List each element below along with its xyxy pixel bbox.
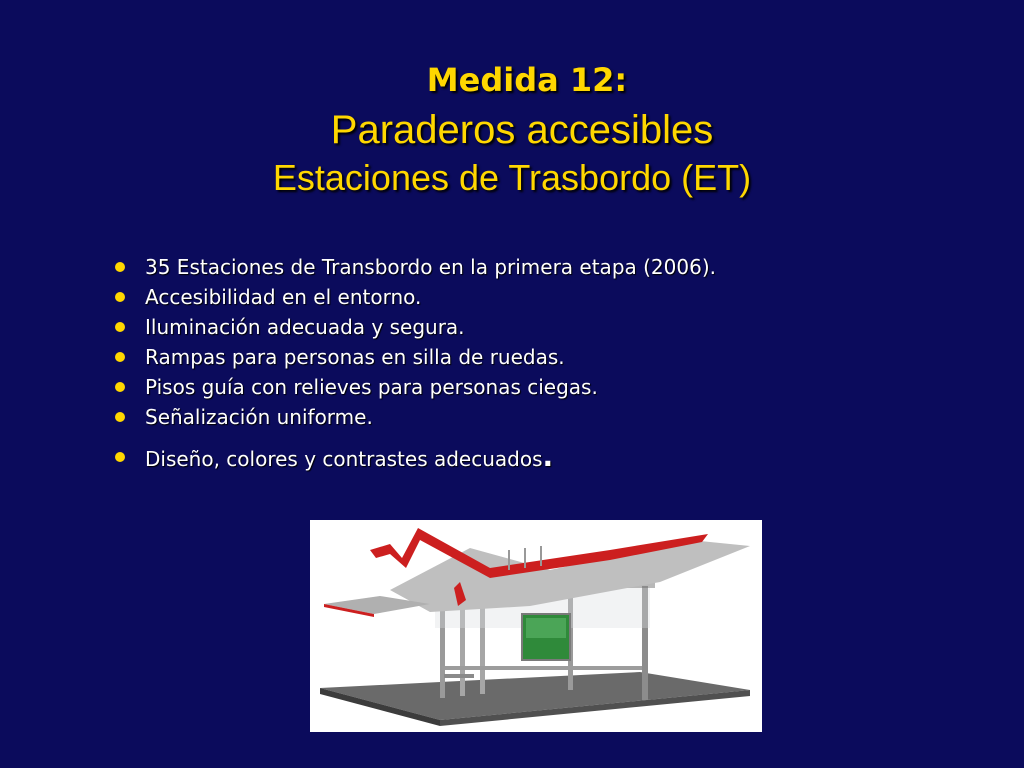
list-item bbox=[110, 282, 716, 312]
bullet-text: Pisos guía con relieves para personas ciegas. bbox=[145, 375, 598, 399]
bullet-icon bbox=[115, 262, 125, 272]
bullet-icon bbox=[115, 292, 125, 302]
roof-rod bbox=[540, 546, 542, 566]
title-block bbox=[0, 56, 1024, 200]
bullet-text: Diseño, colores y contrastes adecuados bbox=[145, 447, 543, 471]
bus-stop-illustration bbox=[310, 520, 762, 732]
list-item bbox=[110, 312, 716, 342]
roof-rod bbox=[524, 548, 526, 568]
list-item bbox=[110, 342, 716, 372]
bullet-text: Accesibilidad en el entorno. bbox=[145, 285, 422, 309]
list-item bbox=[110, 252, 716, 282]
info-sign-highlight bbox=[526, 618, 566, 638]
bench-back bbox=[442, 666, 642, 670]
bullet-text: Iluminación adecuada y segura. bbox=[145, 315, 465, 339]
bullet-text: Señalización uniforme. bbox=[145, 405, 373, 429]
bullet-icon bbox=[115, 322, 125, 332]
bullet-icon bbox=[115, 352, 125, 362]
roof-rod bbox=[508, 550, 510, 570]
slide-title: Paraderos accesibles bbox=[330, 108, 714, 152]
list-item bbox=[110, 372, 716, 402]
bullet-icon bbox=[115, 452, 125, 462]
slide-subtitle: Estaciones de Trasbordo (ET) bbox=[272, 157, 752, 198]
bullet-text: Rampas para personas en silla de ruedas. bbox=[145, 345, 565, 369]
bullet-text: 35 Estaciones de Transbordo en la primera etapa (2006). bbox=[145, 255, 716, 279]
bullet-icon bbox=[115, 412, 125, 422]
slide-title-measure: Medida 12: bbox=[426, 61, 628, 99]
bullet-icon bbox=[115, 382, 125, 392]
bullet-list bbox=[110, 252, 716, 474]
bus-stop-render bbox=[310, 520, 762, 732]
list-item bbox=[110, 442, 716, 474]
bench-seat bbox=[444, 674, 474, 678]
bullet-end-period: . bbox=[542, 440, 554, 473]
list-item bbox=[110, 402, 716, 432]
